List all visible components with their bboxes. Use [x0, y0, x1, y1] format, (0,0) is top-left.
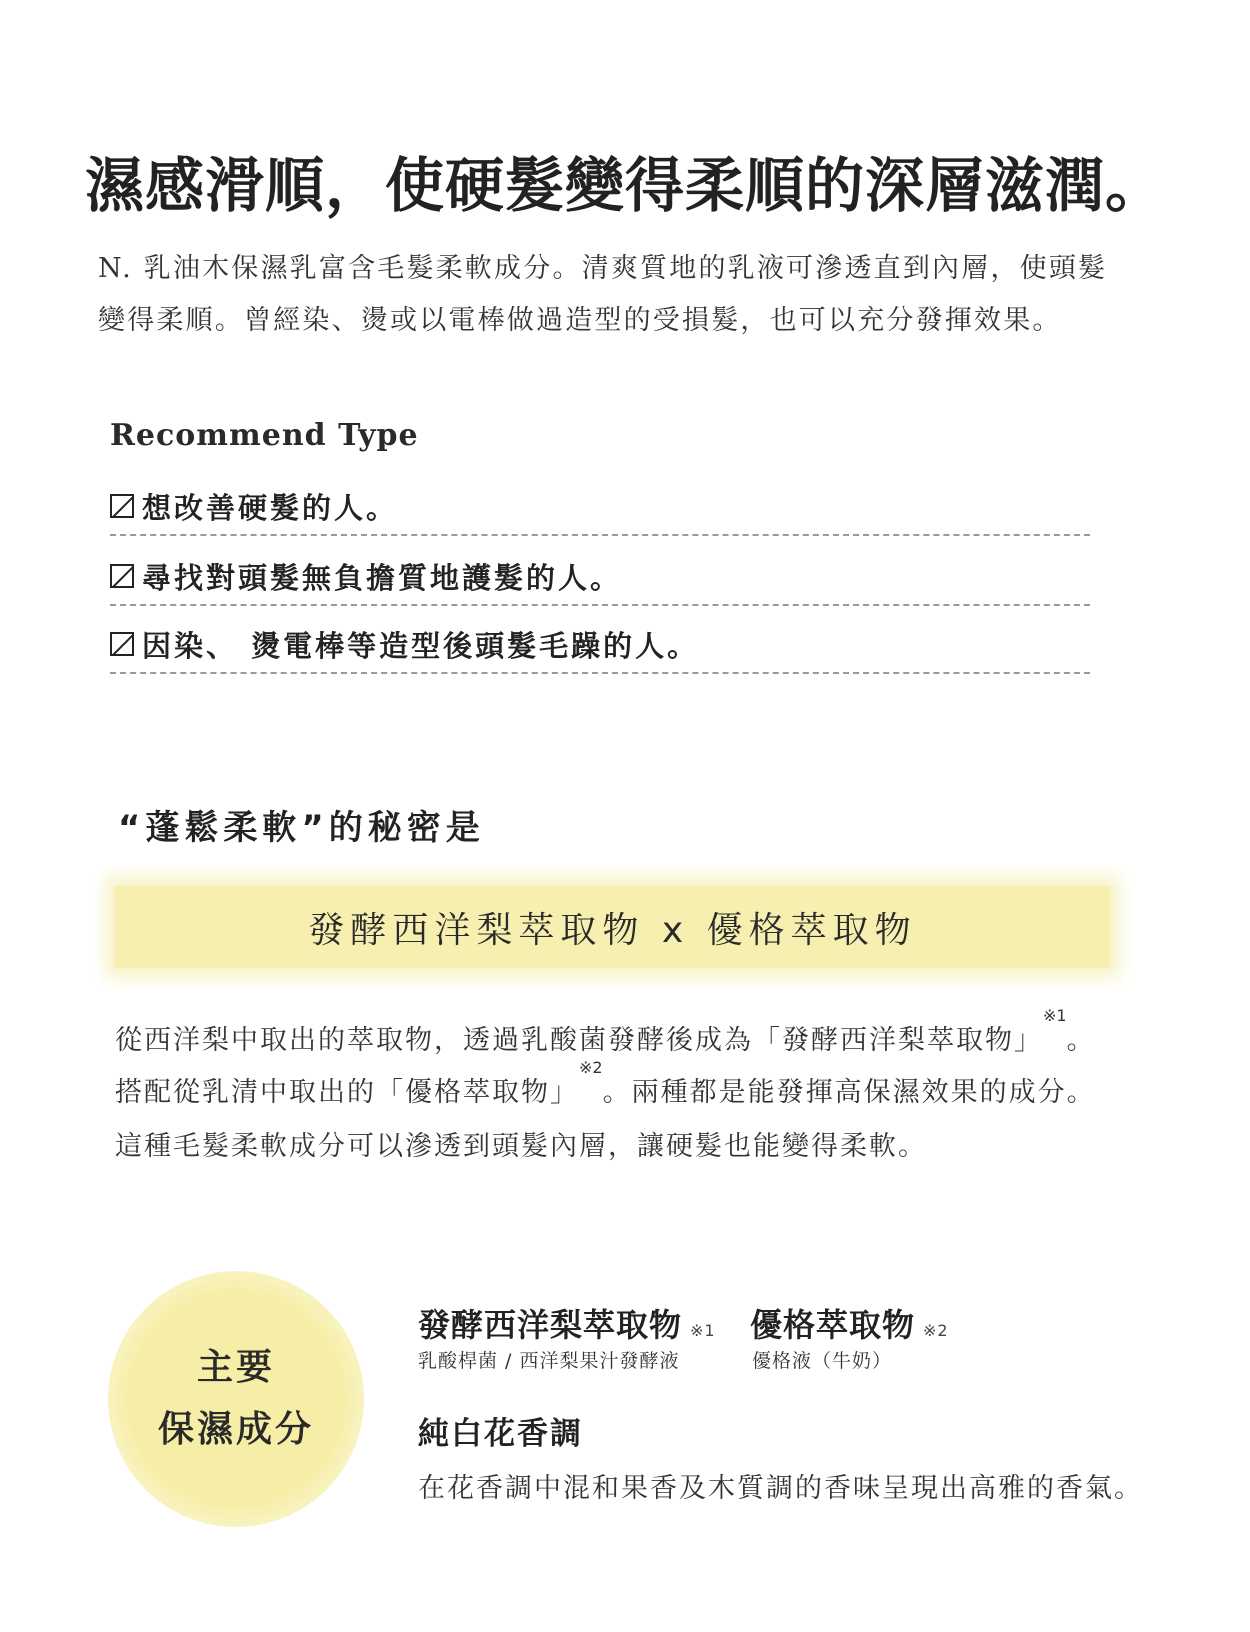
badge-line-2: 保濕成分 [157, 1409, 314, 1450]
intro-line-2: 變得柔順。曾經染、燙或以電棒做過造型的受損髮，也可以充分發揮效果。 [98, 305, 1062, 336]
checkbox-icon [110, 494, 134, 518]
body-line-1 [115, 1006, 1096, 1057]
ingredient-subtitle: 優格液（牛奶） [752, 1350, 893, 1372]
footnote-mark: ※2 [579, 1058, 603, 1077]
scent-title: 純白花香調 [418, 1416, 583, 1452]
recommend-item-label: 想改善硬髮的人。 [142, 490, 399, 525]
ingredient-name [418, 1300, 716, 1346]
scent-description: 在花香調中混和果香及木質調的香味呈現出高雅的香氣。 [418, 1473, 1143, 1504]
ingredient-name-text: 發酵西洋梨萃取物 [418, 1306, 683, 1344]
checkbox-icon [110, 564, 134, 588]
footnote-mark: ※2 [923, 1321, 949, 1340]
body-line-2 [115, 1058, 1096, 1109]
intro-line-1: N. 乳油木保濕乳富含毛髮柔軟成分。清爽質地的乳液可滲透直到內層，使頭髮 [98, 253, 1108, 284]
ingredient-highlight-text: 發酵西洋梨萃取物 x 優格萃取物 [308, 909, 917, 951]
ingredient-subtitle: 乳酸桿菌 / 西洋梨果汁發酵液 [418, 1350, 680, 1372]
recommend-item-label: 因染、 燙電棒等造型後頭髮毛躁的人。 [142, 628, 700, 663]
recommend-item [110, 478, 1090, 536]
badge-line-1: 主要 [196, 1347, 275, 1388]
body-line-3: 這種毛髮柔軟成分可以滲透到頭髮內層，讓硬髮也能變得柔軟。 [115, 1131, 927, 1162]
body-text: 。 [1066, 1025, 1096, 1056]
footnote-mark: ※1 [690, 1321, 716, 1340]
checkbox-icon [110, 632, 134, 656]
secret-heading: “蓬鬆柔軟”的秘密是 [118, 808, 485, 848]
recommend-item [110, 616, 1090, 674]
body-text: 。兩種都是能發揮高保濕效果的成分。 [602, 1077, 1096, 1108]
main-ingredient-badge [108, 1271, 364, 1527]
ingredient-highlight-band [115, 886, 1110, 968]
footnote-mark: ※1 [1043, 1006, 1067, 1025]
page-headline: 濕感滑順，使硬髮變得柔順的深層滋潤。 [85, 151, 1166, 220]
body-text: 從西洋梨中取出的萃取物，透過乳酸菌發酵後成為「發酵西洋梨萃取物」 [115, 1025, 1043, 1056]
recommend-item-label: 尋找對頭髮無負擔質地護髮的人。 [142, 560, 623, 595]
recommend-item [110, 548, 1090, 606]
recommend-type-title: Recommend Type [110, 418, 419, 453]
body-text: 搭配從乳清中取出的「優格萃取物」 [115, 1077, 579, 1108]
ingredient-name [750, 1300, 949, 1346]
ingredient-name-text: 優格萃取物 [750, 1306, 916, 1344]
